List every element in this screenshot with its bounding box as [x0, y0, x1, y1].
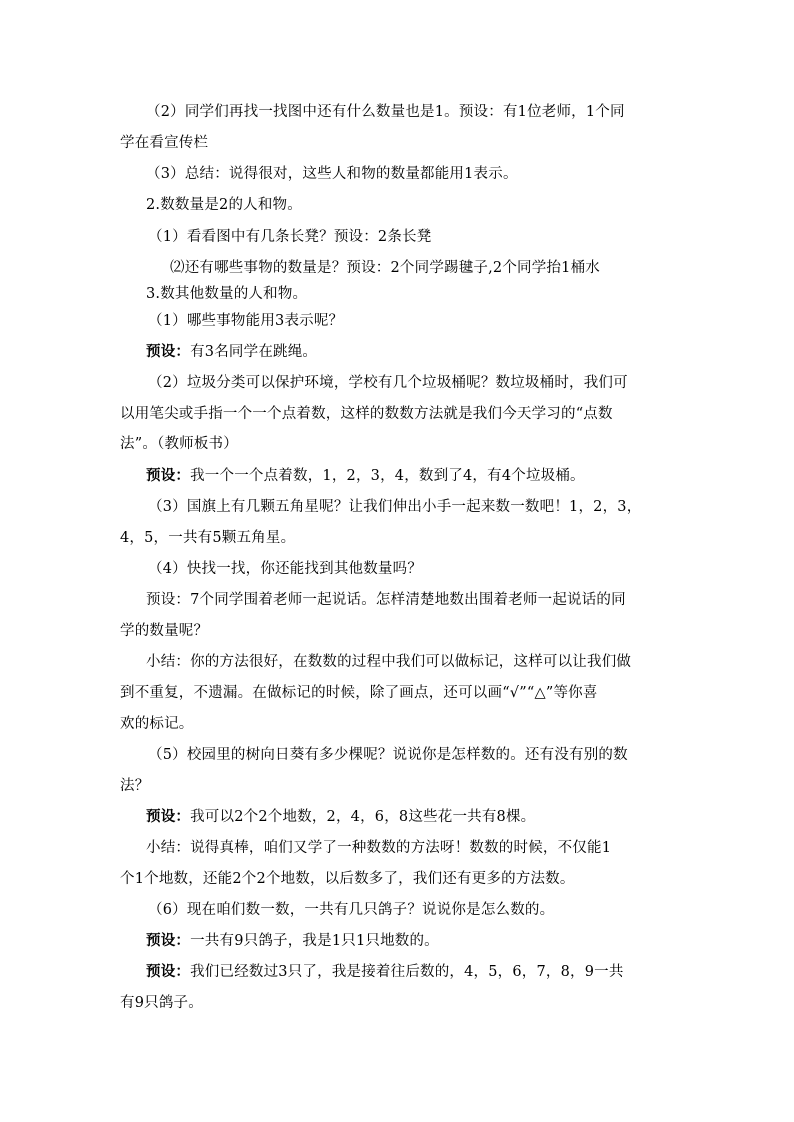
- text-line-3: （3）总结：说得很对，这些人和物的数量都能用1表示。: [146, 166, 518, 182]
- text-line-21: 欢的标记。: [120, 716, 194, 732]
- text-line-9: [146, 342, 317, 362]
- text-line-6: ⑵还有哪些事物的数量是？预设：2个同学踢毽子,2个同学抬1桶水: [170, 260, 600, 276]
- text-line-29: [146, 962, 624, 982]
- preset-text: 一共有9只鸽子，我是1只1只地数的。: [190, 933, 439, 949]
- text-line-25: 小结：说得真棒，咱们又学了一种数数的方法呀！数数的时候，不仅能1: [146, 840, 612, 856]
- preset-text: 我一个一个点着数，1，2，3，4，数到了4，有4个垃圾桶。: [190, 468, 585, 484]
- text-line-1: （2）同学们再找一找图中还有什么数量也是1。预设：有1位老师，1个同: [146, 104, 625, 120]
- text-line-28: [146, 931, 439, 951]
- text-line-17: 预设：7个同学围着老师一起说话。怎样清楚地数出围着老师一起说话的同: [146, 592, 626, 608]
- text-line-8: （1）哪些事物能用3表示呢？: [148, 313, 344, 329]
- text-line-13: [146, 466, 585, 486]
- text-line-27: （6）现在咱们数一数，一共有几只鸽子？说说你是怎么数的。: [148, 902, 555, 918]
- text-line-10: （2）垃圾分类可以保护环境，学校有几个垃圾桶呢？数垃圾桶时，我们可: [148, 375, 628, 391]
- text-line-2: 学在看宣传栏: [120, 135, 209, 151]
- preset-label: 预设：: [146, 932, 191, 949]
- preset-text: 有3名同学在跳绳。: [190, 344, 318, 360]
- text-line-26: 个1个地数，还能2个2个地数，以后数多了，我们还有更多的方法数。: [120, 871, 575, 887]
- text-line-18: 学的数量呢？: [120, 623, 209, 639]
- text-line-19: 小结：你的方法很好，在数数的过程中我们可以做标记，这样可以让我们做: [146, 654, 632, 670]
- preset-label: 预设：: [146, 808, 191, 825]
- section-heading-3: 3.数其他数量的人和物。: [146, 286, 308, 302]
- text-line-20: 到不重复，不遗漏。在做标记的时候，除了画点，还可以画“√”“△”等你喜: [120, 685, 598, 701]
- text-line-24: [146, 807, 535, 827]
- section-heading-2: 2.数数量是2的人和物。: [146, 197, 302, 213]
- preset-text: 我们已经数过3只了，我是接着往后数的，4，5，6，7，8，9一共: [190, 964, 624, 980]
- text-line-12: 法”。（教师板书）: [120, 436, 238, 452]
- preset-label: 预设：: [146, 343, 191, 360]
- text-line-14: （3）国旗上有几颗五角星呢？让我们伸出小手一起来数一数吧！1，2，3，: [148, 499, 642, 515]
- text-line-11: 以用笔尖或手指一个一个点着数，这样的数数方法就是我们今天学习的“点数: [120, 406, 613, 422]
- preset-label: 预设：: [146, 467, 191, 484]
- text-line-5: （1）看看图中有几条长凳？预设：2条长凳: [148, 229, 432, 245]
- preset-text: 我可以2个2个地数，2，4，6，8这些花一共有8棵。: [190, 809, 536, 825]
- text-line-23: 法？: [120, 778, 150, 794]
- text-line-30: 有9只鸽子。: [120, 995, 203, 1011]
- text-line-16: （4）快找一找，你还能找到其他数量吗？: [148, 561, 423, 577]
- preset-label: 预设：: [146, 963, 191, 980]
- text-line-15: 4，5，一共有5颗五角星。: [120, 530, 296, 546]
- text-line-22: （5）校园里的树向日葵有多少棵呢？说说你是怎样数的。还有没有别的数: [148, 747, 628, 763]
